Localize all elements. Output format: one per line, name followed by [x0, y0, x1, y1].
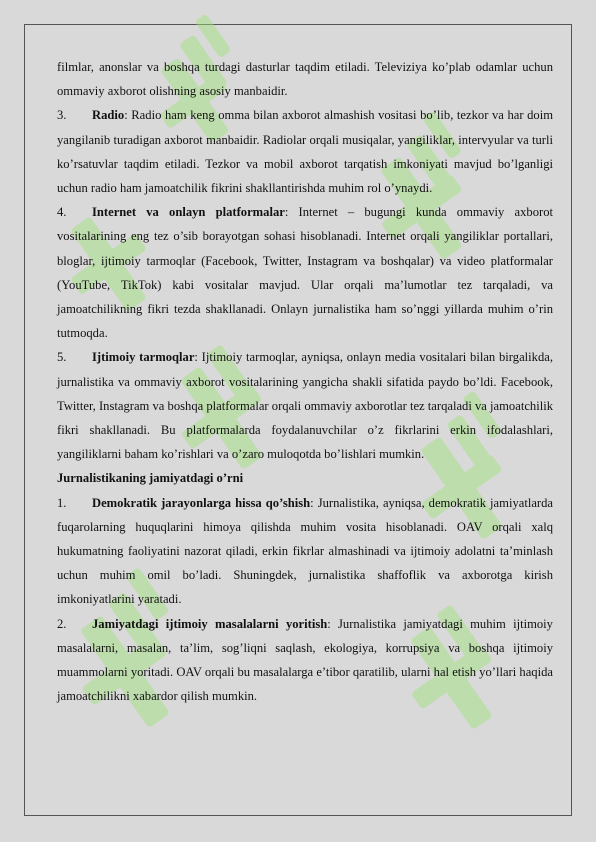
list-item-radio	[57, 103, 553, 200]
list-number: 2.	[57, 616, 67, 631]
list-item-title: Radio	[92, 108, 125, 123]
list-item-title: Demokratik jarayonlarga hissa qo’shish	[92, 495, 311, 510]
list-item-text: : Jurnalistika jamiyatdagi muhim ijtimoiy masalalarni, masalan, ta’lim, sog’liqni saqlash, ekologiya, korrupsiya va boshqa ijtimoiy muammolarni yoritadi. OAV orqali bu masalalarga e’tibor qaratilib, ularni hal etish yo’llari haqida jamoatchilikni xabardor qilish mumkin.	[57, 616, 553, 704]
list-item-internet	[57, 200, 553, 345]
list-item-social-networks	[57, 345, 553, 466]
list-item-text: : Jurnalistika, ayniqsa, demokratik jamiyatlarda fuqarolarning huquqlarini himoya qilishda muhim vosita hisoblanadi. OAV orqali xalq hukumatning faoliyatini nazorat qiladi, erkin fikrlar almashinadi va ijtimoiy adolatni ta’minlash uchun muhim omil bo’ladi. Shuningdek, jurnalistika shaffoflik va axborotga kirish imkoniyatlarini yaratadi.	[57, 495, 553, 607]
list-item-text: : Radio ham keng omma bilan axborot almashish vositasi bo’lib, tezkor va har doim yangilanib turadigan axborot manbaidir. Radiolar orqali musiqalar, yangiliklar, intervyular va turli ko’rsatuvlar taqdim etiladi. Tezkor va mobil axborot tarqatish imkoniyati mavjud bo’lganligi uchun radio ham jamoatchilik fikrini shakllantirishda muhim rol o’ynaydi.	[57, 108, 553, 196]
intro-paragraph: filmlar, anonslar va boshqa turdagi dasturlar taqdim etiladi. Televiziya ko’plab odamlar uchun ommaviy axborot olishning asosiy manbaidir.	[57, 60, 553, 99]
list-item-democratic	[57, 491, 553, 612]
list-item-title: Ijtimoiy tarmoqlar	[92, 350, 195, 365]
list-item-title: Internet va onlayn platformalar	[92, 205, 285, 220]
list-number: 4.	[57, 205, 67, 220]
list-item-text: : Internet – bugungi kunda ommaviy axborot vositalarining eng tez o’sib borayotgan sohasi hisoblanadi. Internet orqali yangiliklar portallari, bloglar, ijtimoiy tarmoqlar (Facebook, Twitter, Instagram va boshqalar) va video platformalar (YouTube, TikTok) kabi vositalar mavjud. Ular orqali ma’lumotlar tez tarqaladi, va jamoatchilikning fikri tezda shakllanadi. Onlayn jurnalistika ham so’nggi yillarda muhim o’rin tutmoqda.	[57, 205, 554, 341]
list-number: 3.	[57, 108, 67, 123]
section-heading: Jurnalistikaning jamiyatdagi o’rni	[57, 471, 244, 486]
list-item-title: Jamiyatdagi ijtimoiy masalalarni yoritish	[92, 616, 328, 631]
document-body	[57, 55, 553, 708]
list-number: 1.	[57, 495, 67, 510]
list-item-text: : Ijtimoiy tarmoqlar, ayniqsa, onlayn media vositalari bilan birgalikda, jurnalistika va ommaviy axborot vositalarining yangicha shakli sifatida paydo bo’ldi. Facebook, Twitter, Instagram va boshqa platformalar orqali ommaviy axborotlar tez tarqaladi va jamoatchilik fikri shakllanadi. Bu platformalarda foydalanuvchilar o’z fikrlarini erkin ifodalashlari, yangiliklarni baham ko’rishlari va o’zaro muloqotda bo’lishlari mumkin.	[57, 350, 553, 462]
list-item-social-issues	[57, 612, 553, 709]
list-number: 5.	[57, 350, 67, 365]
